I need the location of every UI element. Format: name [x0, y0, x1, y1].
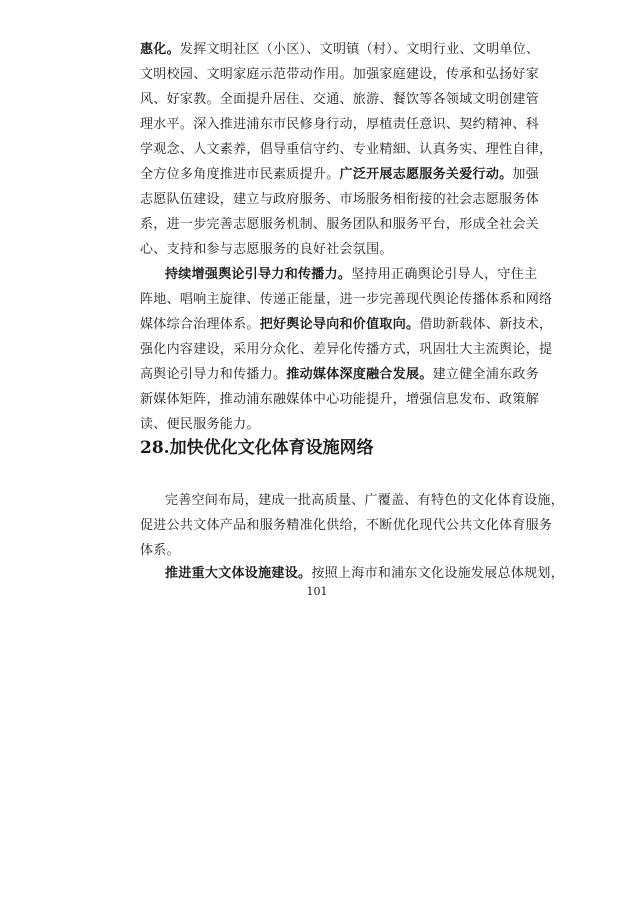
- paragraph-line: 促进公共文体产品和服务精准化供给，不断优化现代公共文化体育服务: [140, 518, 553, 533]
- text-run: 坚持用正确舆论引导人，守住主: [351, 267, 538, 282]
- paragraph-line: [165, 565, 565, 583]
- paragraph-line: 读、便民服务能力。: [140, 417, 260, 432]
- paragraph-line: 志愿队伍建设，建立与政府服务、市场服务相衔接的社会志愿服务体: [140, 192, 540, 207]
- paragraph-line: 风、好家教。全面提升居住、交通、旅游、餐饮等各领域文明创建管: [140, 92, 540, 107]
- paragraph-line: 新媒体矩阵，推动浦东融媒体中心功能提升，增强信息发布、政策解: [140, 392, 540, 407]
- paragraph-line: [140, 366, 540, 384]
- paragraph-line: 学观念、人文素养，倡导重信守约、专业精細、认真务实、理性自律，: [140, 142, 553, 157]
- bold-phrase: 持续增强舆论引导力和传播力。: [165, 267, 352, 282]
- bold-phrase: 推进重大文体设施建设。: [165, 566, 312, 581]
- paragraph-line: 系，进一步完善志愿服务机制、服务团队和服务平台，形成全社会关: [140, 217, 540, 232]
- paragraph-line: 强化内容建设，采用分众化、差异化传播方式，巩固壮大主流舆论，提: [140, 342, 553, 357]
- text-run: 加强: [512, 167, 540, 182]
- text-run: 高舆论引导力和传播力。: [140, 367, 287, 382]
- paragraph-line: 阵地、唱响主旋律、传递正能量，进一步完善现代舆论传播体系和网络: [140, 292, 553, 307]
- bold-phrase: 惠化。: [140, 42, 180, 57]
- bold-phrase: 推动媒体深度融合发展。: [286, 367, 433, 382]
- section-heading: 28.加快优化文化体育设施网络: [140, 438, 374, 458]
- bold-phrase: 广泛开展志愿服务关爱行动。: [339, 167, 513, 182]
- bold-phrase: 把好舆论导向和价值取向。: [259, 317, 420, 332]
- text-run: 借助新载体、新技术，: [419, 317, 553, 332]
- paragraph-line: [140, 316, 553, 334]
- text-run: 建立健全浦东政务: [432, 367, 540, 382]
- paragraph-line: 体系。: [140, 543, 180, 558]
- paragraph-line: [165, 266, 538, 284]
- paragraph-line: 文明校园、文明家庭示范带动作用。加强家庭建设，传承和弘扬好家: [140, 67, 540, 82]
- text-run: 全方位多角度推进市民素质提升。: [140, 167, 340, 182]
- paragraph-line: 心、支持和参与志愿服务的良好社会氛围。: [140, 242, 393, 257]
- paragraph-line: [140, 166, 540, 184]
- paragraph-line: [140, 41, 540, 59]
- text-run: 按照上海市和浦东文化设施发展总体规划，: [311, 566, 565, 581]
- text-run: 发挥文明社区（小区）、文明镇（村）、文明行业、文明单位、: [179, 42, 540, 57]
- text-run: 媒体综合治理体系。: [140, 317, 260, 332]
- paragraph-line: 完善空间布局，建成一批高质量、广覆盖、有特色的文化体育设施，: [165, 493, 565, 508]
- page-number: 101: [306, 585, 328, 598]
- paragraph-line: 理水平。深入推进浦东市民修身行动，厚植责任意识、契约精神、科: [140, 117, 540, 132]
